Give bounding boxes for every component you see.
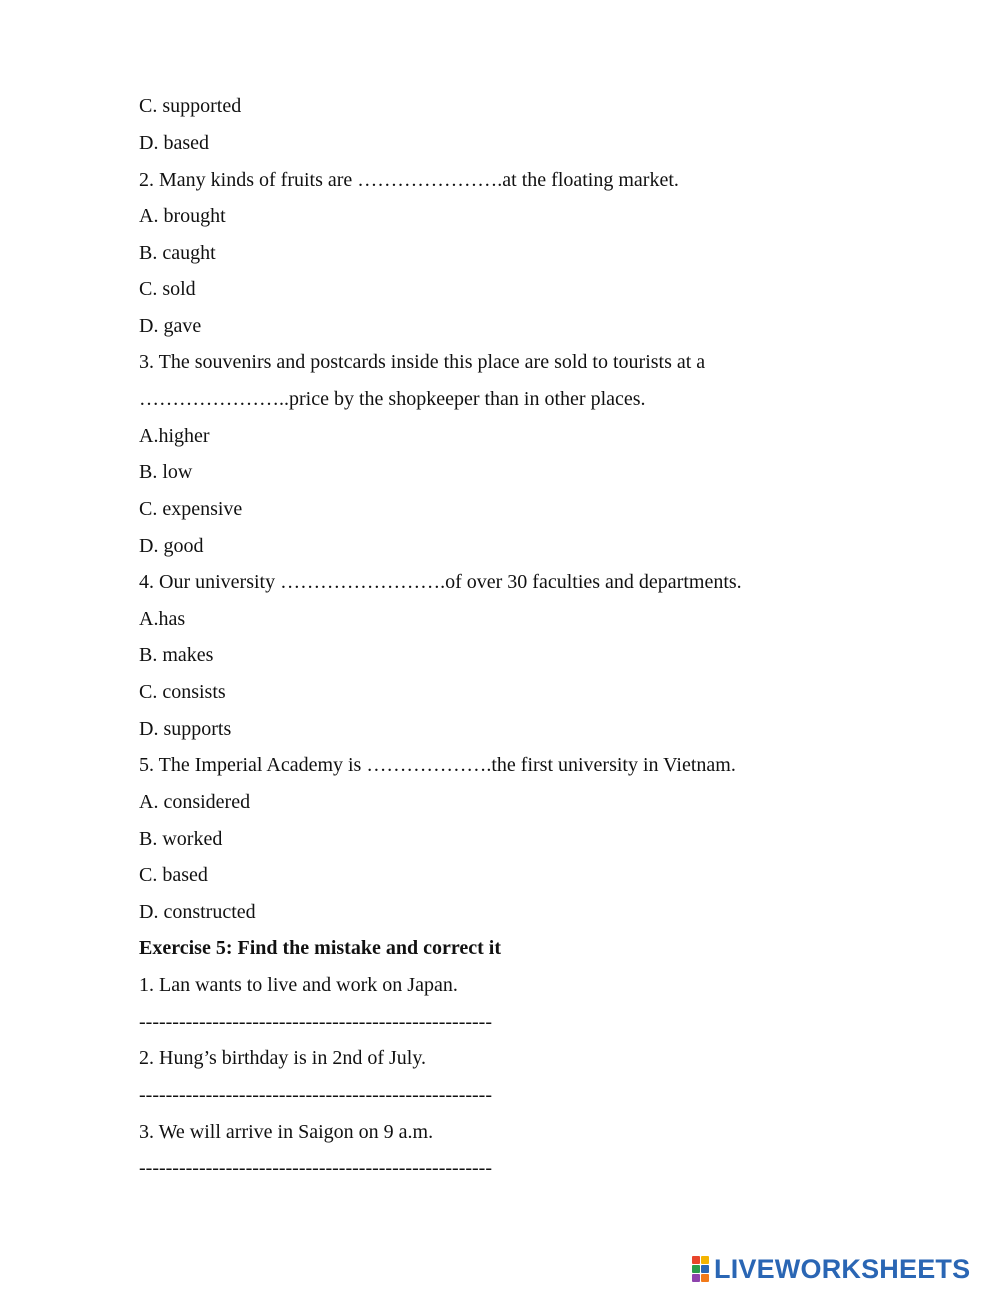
exercise-5-answer-1[interactable]: -----------------------------------------------------: [139, 1011, 492, 1033]
question-4: 4. Our university …………………….of over 30 faculties and departments.: [139, 571, 742, 593]
question-3-continued: …………………..price by the shopkeeper than in other places.: [139, 388, 646, 410]
option-b-worked: B. worked: [139, 828, 223, 850]
option-c-sold: C. sold: [139, 278, 196, 300]
option-d-supports: D. supports: [139, 718, 232, 740]
option-a-brought: A. brought: [139, 205, 226, 227]
option-c-expensive: C. expensive: [139, 498, 243, 520]
liveworksheets-logo: [692, 1254, 970, 1284]
option-a-higher: A.higher: [139, 425, 210, 447]
option-d-constructed: D. constructed: [139, 901, 256, 923]
liveworksheets-mark-icon: [692, 1256, 710, 1282]
option-d-gave: D. gave: [139, 315, 202, 337]
option-b-makes: B. makes: [139, 644, 214, 666]
mark-cell-6: [701, 1274, 709, 1282]
mark-cell-5: [692, 1274, 700, 1282]
option-c-supported: C. supported: [139, 95, 242, 117]
mark-cell-4: [701, 1265, 709, 1273]
option-b-low: B. low: [139, 461, 193, 483]
mark-cell-2: [701, 1256, 709, 1264]
option-c-consists: C. consists: [139, 681, 226, 703]
option-b-caught: B. caught: [139, 242, 216, 264]
question-5: 5. The Imperial Academy is ……………….the first university in Vietnam.: [139, 754, 736, 776]
question-3: 3. The souvenirs and postcards inside this place are sold to tourists at a: [139, 351, 706, 373]
mark-cell-3: [692, 1265, 700, 1273]
liveworksheets-wordmark: LIVEWORKSHEETS: [714, 1254, 971, 1284]
mark-cell-1: [692, 1256, 700, 1264]
exercise-5-sentence-2: 2. Hung’s birthday is in 2nd of July.: [139, 1047, 427, 1069]
option-d-based: D. based: [139, 132, 209, 154]
option-d-good: D. good: [139, 535, 204, 557]
exercise-5-answer-3[interactable]: -----------------------------------------------------: [139, 1157, 492, 1179]
exercise-5-sentence-1: 1. Lan wants to live and work on Japan.: [139, 974, 458, 996]
option-c-based: C. based: [139, 864, 208, 886]
exercise-5-sentence-3: 3. We will arrive in Saigon on 9 a.m.: [139, 1121, 434, 1143]
exercise-5-answer-2[interactable]: -----------------------------------------------------: [139, 1084, 492, 1106]
exercise-5-heading: Exercise 5: Find the mistake and correct it: [139, 937, 501, 959]
question-2: 2. Many kinds of fruits are ………………….at the floating market.: [139, 169, 679, 191]
option-a-considered: A. considered: [139, 791, 251, 813]
option-a-has: A.has: [139, 608, 186, 630]
